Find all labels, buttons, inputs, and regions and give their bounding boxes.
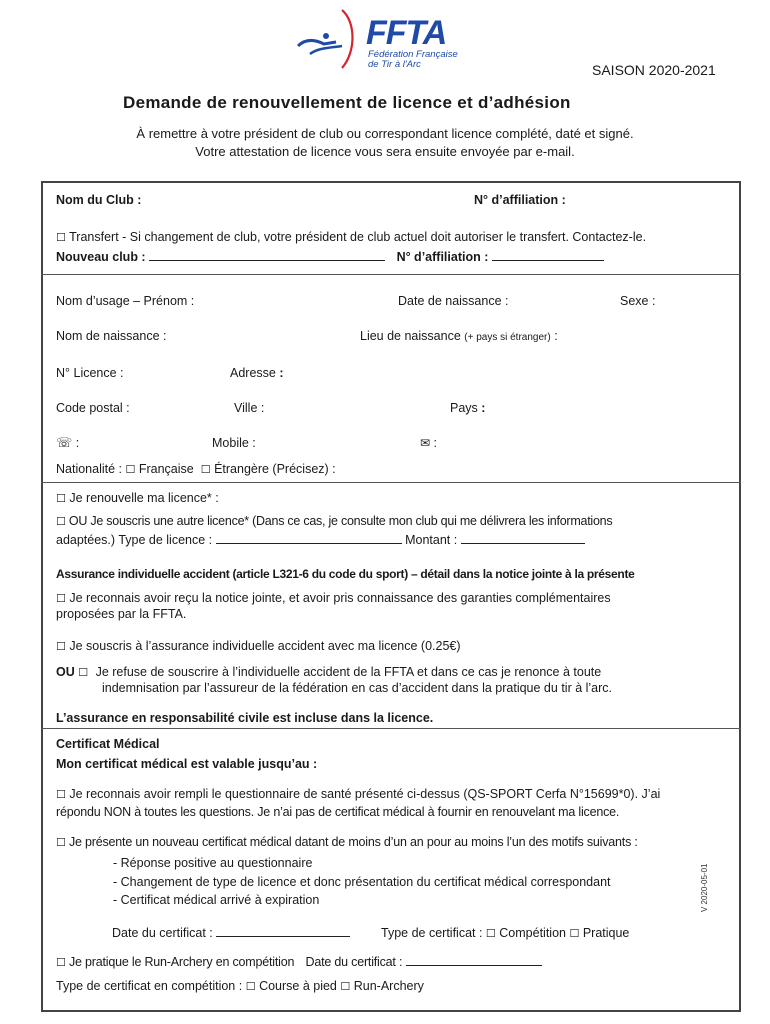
licence-type-row bbox=[56, 533, 585, 547]
cert-type-row bbox=[381, 926, 629, 940]
insurance-ack-checkbox[interactable]: ☐ bbox=[56, 592, 66, 605]
french-label: Française bbox=[138, 462, 194, 476]
questionnaire-text-2: répondu NON à toutes les questions. Je n’ai pas de certificat médical à fournir en renouvelant ma licence. bbox=[56, 805, 620, 819]
postal-code-label: Code postal : bbox=[56, 401, 130, 415]
comp-type-label: Type de certificat en compétition : bbox=[56, 979, 243, 993]
renew-checkbox[interactable]: ☐ bbox=[56, 492, 66, 505]
civil-liability-note: L’assurance en responsabilité civile est incluse dans la licence. bbox=[56, 711, 434, 725]
licence-type-label: adaptées.) Type de licence : bbox=[56, 533, 213, 547]
new-club-row bbox=[56, 250, 604, 264]
running-label: Course à pied bbox=[259, 979, 337, 993]
email-colon: : bbox=[433, 436, 438, 450]
insurance-refuse-checkbox[interactable]: ☐ bbox=[78, 666, 89, 679]
logo-sub1: Fédération Française bbox=[368, 49, 458, 60]
run-archery-checkbox[interactable]: ☐ bbox=[56, 956, 66, 969]
season-label: SAISON 2020-2021 bbox=[592, 62, 716, 78]
club-affiliation-label: N° d’affiliation : bbox=[474, 193, 566, 207]
phone-icon: ☏ bbox=[56, 436, 73, 451]
renew-text: Je renouvelle ma licence* : bbox=[69, 491, 219, 505]
french-checkbox[interactable]: ☐ bbox=[125, 463, 136, 476]
amount-label: Montant : bbox=[405, 533, 458, 547]
nationality-label: Nationalité : bbox=[56, 462, 123, 476]
new-affiliation-label: N° d’affiliation : bbox=[396, 250, 489, 264]
city-label: Ville : bbox=[234, 401, 265, 415]
transfer-checkbox[interactable]: ☐ bbox=[56, 231, 66, 244]
insurance-refuse-text: Je refuse de souscrire à l’individuelle accident de la FFTA et dans ce cas je renonce à toute bbox=[95, 665, 602, 679]
ffta-logo bbox=[296, 8, 486, 70]
reason-3: - Certificat médical arrivé à expiration bbox=[113, 893, 320, 907]
questionnaire-checkbox[interactable]: ☐ bbox=[56, 788, 66, 801]
subtitle-line-2: Votre attestation de licence vous sera ensuite envoyée par e-mail. bbox=[195, 144, 575, 159]
new-cert-checkbox[interactable]: ☐ bbox=[56, 836, 66, 849]
birth-place-label: Lieu de naissance bbox=[360, 329, 461, 343]
usage-name-label: Nom d’usage – Prénom : bbox=[56, 294, 195, 308]
medical-heading: Certificat Médical bbox=[56, 737, 160, 751]
transfer-row bbox=[56, 230, 646, 244]
run-cert-date-label: Date du certificat : bbox=[305, 955, 403, 969]
country-colon: : bbox=[481, 401, 486, 415]
divider-1 bbox=[41, 274, 741, 275]
divider-3 bbox=[41, 728, 741, 729]
licence-type-field[interactable] bbox=[216, 533, 402, 544]
insurance-subscribe-text: Je souscris à l’assurance individuelle accident avec ma licence (0.25€) bbox=[69, 639, 461, 653]
birth-place-colon: : bbox=[554, 329, 558, 343]
practice-checkbox[interactable]: ☐ bbox=[569, 927, 580, 940]
transfer-text: Transfert - Si changement de club, votre président de club actuel doit autoriser le transfert. Contactez-le. bbox=[69, 230, 647, 244]
birth-date-label: Date de naissance : bbox=[398, 294, 509, 308]
logo-sub2: de Tir à l'Arc bbox=[368, 59, 421, 70]
insurance-heading: Assurance individuelle accident (article L321-6 du code du sport) – détail dans la notice jointe à la présente bbox=[56, 567, 635, 581]
phone-colon: : bbox=[75, 436, 80, 450]
new-affiliation-field[interactable] bbox=[492, 250, 604, 261]
insurance-subscribe-checkbox[interactable]: ☐ bbox=[56, 640, 66, 653]
questionnaire-row bbox=[56, 787, 660, 801]
insurance-refuse-row bbox=[56, 665, 601, 679]
cert-date-field[interactable] bbox=[216, 926, 350, 937]
insurance-ack-text: Je reconnais avoir reçu la notice jointe, et avoir pris connaissance des garanties complémentaires bbox=[69, 591, 611, 605]
run-archery-text: Je pratique le Run-Archery en compétition bbox=[68, 955, 295, 969]
insurance-subscribe-row bbox=[56, 639, 461, 653]
insurance-ack-text-2: proposées par la FFTA. bbox=[56, 607, 187, 621]
email-row bbox=[420, 436, 437, 450]
run-cert-date-field[interactable] bbox=[406, 955, 542, 966]
or-label: OU bbox=[56, 665, 75, 679]
mail-icon: ✉ bbox=[420, 436, 431, 450]
address-row bbox=[230, 366, 284, 380]
insurance-ack-row bbox=[56, 591, 611, 605]
reason-1: - Réponse positive au questionnaire bbox=[113, 856, 313, 870]
other-licence-row bbox=[56, 514, 612, 528]
running-checkbox[interactable]: ☐ bbox=[245, 980, 256, 993]
competition-label: Compétition bbox=[499, 926, 566, 940]
new-club-field[interactable] bbox=[149, 250, 385, 261]
license-number-label: N° Licence : bbox=[56, 366, 124, 380]
address-colon: : bbox=[279, 366, 284, 380]
run-archery-opt-checkbox[interactable]: ☐ bbox=[340, 980, 351, 993]
comp-type-row bbox=[56, 979, 424, 993]
questionnaire-text: Je reconnais avoir rempli le questionnaire de santé présenté ci-dessus (QS-SPORT Cerfa N°15699*0). J’ai bbox=[69, 787, 661, 801]
amount-field[interactable] bbox=[461, 533, 585, 544]
divider-2 bbox=[41, 482, 741, 483]
cert-type-label: Type de certificat : bbox=[381, 926, 483, 940]
cert-date-label: Date du certificat : bbox=[112, 926, 213, 940]
address-label: Adresse bbox=[230, 366, 276, 380]
page-title: Demande de renouvellement de licence et d’adhésion bbox=[123, 93, 571, 112]
birth-place-row bbox=[360, 329, 558, 343]
club-name-label: Nom du Club : bbox=[56, 193, 142, 207]
country-row bbox=[450, 401, 485, 415]
renew-row bbox=[56, 491, 219, 505]
foreign-label: Étrangère (Précisez) : bbox=[214, 462, 336, 476]
subtitle-line-1: À remettre à votre président de club ou correspondant licence complété, daté et signé. bbox=[136, 126, 634, 141]
foreign-checkbox[interactable]: ☐ bbox=[200, 463, 211, 476]
run-archery-row bbox=[56, 955, 542, 969]
phone-row bbox=[56, 436, 79, 451]
run-archery-opt-label: Run-Archery bbox=[353, 979, 424, 993]
insurance-refuse-text-2: indemnisation par l’assureur de la fédération en cas d’accident dans la pratique du tir à l’arc. bbox=[102, 681, 613, 695]
nationality-row bbox=[56, 462, 336, 476]
reason-2: - Changement de type de licence et donc présentation du certificat médical correspondant bbox=[113, 875, 611, 889]
medical-valid-until: Mon certificat médical est valable jusqu’au : bbox=[56, 757, 318, 771]
cert-date-row bbox=[112, 926, 350, 940]
mobile-label: Mobile : bbox=[212, 436, 256, 450]
practice-label: Pratique bbox=[582, 926, 630, 940]
birth-name-label: Nom de naissance : bbox=[56, 329, 167, 343]
sex-label: Sexe : bbox=[620, 294, 656, 308]
version-label: V 2020-05-01 bbox=[700, 863, 709, 912]
new-cert-row bbox=[56, 835, 638, 849]
other-licence-checkbox[interactable]: ☐ bbox=[56, 515, 66, 528]
logo-name: FFTA bbox=[366, 14, 447, 52]
other-licence-text: OU Je souscris une autre licence* (Dans ce cas, je consulte mon club qui me délivrera les informations bbox=[68, 514, 613, 528]
new-club-label: Nouveau club : bbox=[56, 250, 146, 264]
birth-place-hint: (+ pays si étranger) bbox=[464, 332, 551, 343]
competition-checkbox[interactable]: ☐ bbox=[485, 927, 496, 940]
country-label: Pays bbox=[450, 401, 478, 415]
new-cert-text: Je présente un nouveau certificat médical datant de moins d’un an pour au moins l’un des motifs suivants : bbox=[68, 835, 638, 849]
